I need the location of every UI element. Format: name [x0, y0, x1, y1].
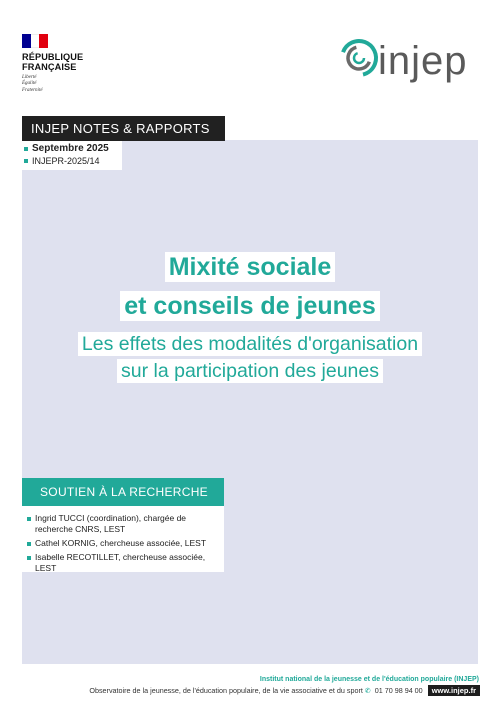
report-title: [40, 252, 460, 330]
author-item: Isabelle RECOTILLET, chercheuse associée, LEST: [27, 552, 220, 574]
subtitle-line-1: Les effets des modalités d'organisation: [78, 332, 422, 356]
footer-phone: 01 70 98 94 00: [374, 686, 423, 695]
footer-institute: Institut national de la jeunesse et de l'éducation populaire (INJEP): [259, 676, 479, 683]
injep-wordmark: injep: [378, 39, 468, 83]
report-subtitle: [40, 332, 460, 386]
footer-observatory: Observatoire de la jeunesse, de l'éducation populaire, de la vie associative et du sport: [89, 686, 363, 695]
bullet-icon: [24, 159, 28, 163]
title-line-2: et conseils de jeunes: [120, 291, 380, 321]
republique-motto: Liberté Égalité Fraternité: [22, 75, 43, 93]
bullet-icon: [27, 556, 31, 560]
footer-contact: [90, 685, 480, 696]
bullet-icon: [27, 542, 31, 546]
author-item: Ingrid TUCCI (coordination), chargée de recherche CNRS, LEST: [27, 513, 220, 535]
republique-francaise-logo: [22, 34, 92, 94]
subtitle-line-2: sur la participation des jeunes: [117, 359, 383, 383]
cover-panel: [22, 140, 478, 664]
series-label: INJEP NOTES & RAPPORTS: [22, 116, 225, 141]
title-line-1: Mixité sociale: [165, 252, 336, 282]
republique-title: RÉPUBLIQUE FRANÇAISE: [22, 52, 84, 72]
publication-date: Septembre 2025: [24, 143, 122, 155]
support-authors: [22, 506, 224, 572]
website-link[interactable]: www.injep.fr: [428, 685, 480, 696]
phone-icon: ✆: [364, 687, 371, 695]
author-item: Cathel KORNIG, chercheuse associée, LEST: [27, 538, 220, 549]
bullet-icon: [24, 147, 28, 151]
publication-meta: [22, 141, 122, 170]
support-heading: SOUTIEN À LA RECHERCHE: [22, 478, 224, 506]
publication-ref: INJEPR-2025/14: [24, 155, 122, 167]
bullet-icon: [27, 517, 31, 521]
french-flag-icon: [22, 34, 48, 48]
